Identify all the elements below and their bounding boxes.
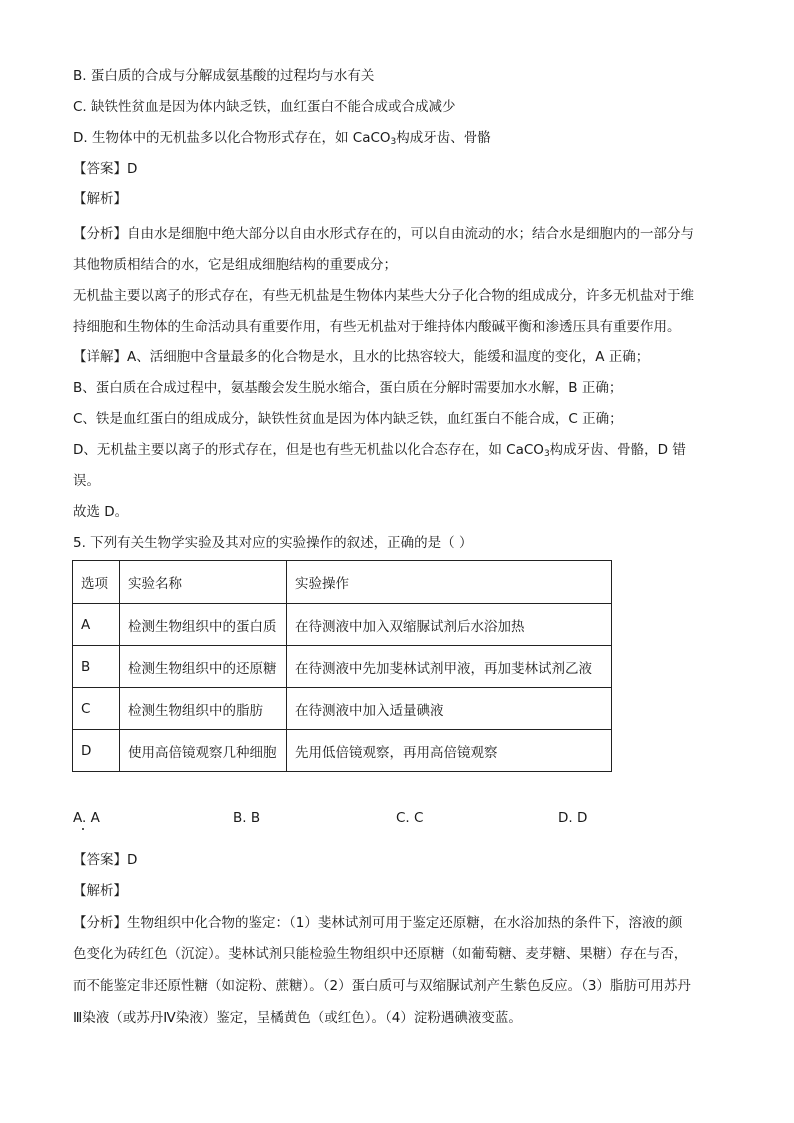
table-row — [73, 604, 612, 646]
q5-fenxi-line: 【分析】生物组织中化合物的鉴定：（1）斐林试剂可用于鉴定还原糖，在水浴加热的条件下，溶液的颜 — [73, 915, 683, 931]
table-cell: 检测生物组织中的脂肪 — [120, 688, 287, 730]
q4-xiangjie-line: D、无机盐主要以离子的形式存在，但是也有些无机盐以化合态存在，如 CaCO$_3$构成牙齿、骨骼，D 错 — [73, 442, 686, 459]
q5-fenxi-line: 色变化为砖红色（沉淀）。斐林试剂只能检验生物组织中还原糖（如葡萄糖、麦芽糖、果糖）存在与否， — [73, 946, 688, 962]
table-cell: 检测生物组织中的蛋白质 — [120, 604, 287, 646]
table-header-cell: 实验操作 — [287, 561, 612, 604]
q4-fenxi-line: 其他物质相结合的水，它是组成细胞结构的重要成分； — [73, 257, 397, 273]
q4-analysis-heading: 【解析】 — [73, 191, 127, 207]
q5-choice-a: A. A — [73, 810, 100, 826]
q4-conclusion: 故选 D。 — [73, 504, 129, 520]
table-header-cell: 实验名称 — [120, 561, 287, 604]
table-row — [73, 688, 612, 730]
table-header-cell: 选项 — [73, 561, 120, 604]
table-cell: 先用低倍镜观察，再用高倍镜观察 — [287, 730, 612, 772]
q5-choice-d: D. D — [558, 810, 588, 826]
table-cell: B — [73, 646, 120, 688]
table-cell: A — [73, 604, 120, 646]
table-cell: 在待测液中加入双缩脲试剂后水浴加热 — [287, 604, 612, 646]
q5-analysis-heading: 【解析】 — [73, 883, 127, 899]
q4-xiangjie-line: C、铁是血红蛋白的组成成分，缺铁性贫血是因为体内缺乏铁，血红蛋白不能合成，C 正确； — [73, 411, 623, 427]
table-cell: C — [73, 688, 120, 730]
q4-xiangjie-line: B、蛋白质在合成过程中，氨基酸会发生脱水缩合，蛋白质在分解时需要加水水解，B 正确； — [73, 380, 623, 396]
table-header-row — [73, 561, 612, 604]
experiment-table — [72, 560, 612, 772]
table-row — [73, 646, 612, 688]
q5-fenxi-line: Ⅲ染液（或苏丹Ⅳ染液）鉴定，呈橘黄色（或红色）。（4）淀粉遇碘液变蓝。 — [73, 1010, 522, 1026]
table-cell: 在待测液中加入适量碘液 — [287, 688, 612, 730]
q4-fenxi-line: 无机盐主要以离子的形式存在，有些无机盐是生物体内某些大分子化合物的组成成分，许多无机盐对于维 — [73, 288, 694, 304]
table-cell: 使用高倍镜观察几种细胞 — [120, 730, 287, 772]
table-cell: 在待测液中先加斐林试剂甲液，再加斐林试剂乙液 — [287, 646, 612, 688]
q4-option-b: B. 蛋白质的合成与分解成氨基酸的过程均与水有关 — [73, 68, 375, 84]
q5-stem: 5. 下列有关生物学实验及其对应的实验操作的叙述，正确的是（ ） — [73, 535, 473, 551]
q5-answer: 【答案】D — [73, 852, 138, 868]
q5-fenxi-line: 而不能鉴定非还原性糖（如淀粉、蔗糖）。（2）蛋白质可与双缩脲试剂产生紫色反应。（3）脂肪可用苏丹 — [73, 978, 691, 994]
q4-fenxi-line: 持细胞和生物体的生命活动具有重要作用，有些无机盐对于维持体内酸碱平衡和渗透压具有重要作用。 — [73, 319, 681, 335]
q4-xiangjie-line: 误。 — [73, 473, 100, 489]
q4-option-d: D. 生物体中的无机盐多以化合物形式存在，如 CaCO$_3$构成牙齿、骨骼 — [73, 130, 491, 147]
q4-xiangjie-line: 【详解】A、活细胞中含量最多的化合物是水，且水的比热容较大，能缓和温度的变化，A 正确； — [73, 349, 650, 365]
table-row — [73, 730, 612, 772]
stray-dot — [82, 828, 84, 830]
table-cell: D — [73, 730, 120, 772]
q5-choice-c: C. C — [396, 810, 424, 826]
q4-option-c: C. 缺铁性贫血是因为体内缺乏铁，血红蛋白不能合成或合成减少 — [73, 99, 456, 115]
q5-choice-b: B. B — [233, 810, 261, 826]
q4-fenxi-line: 【分析】自由水是细胞中绝大部分以自由水形式存在的，可以自由流动的水；结合水是细胞内的一部分与 — [73, 226, 694, 242]
q4-answer: 【答案】D — [73, 161, 138, 177]
table-cell: 检测生物组织中的还原糖 — [120, 646, 287, 688]
